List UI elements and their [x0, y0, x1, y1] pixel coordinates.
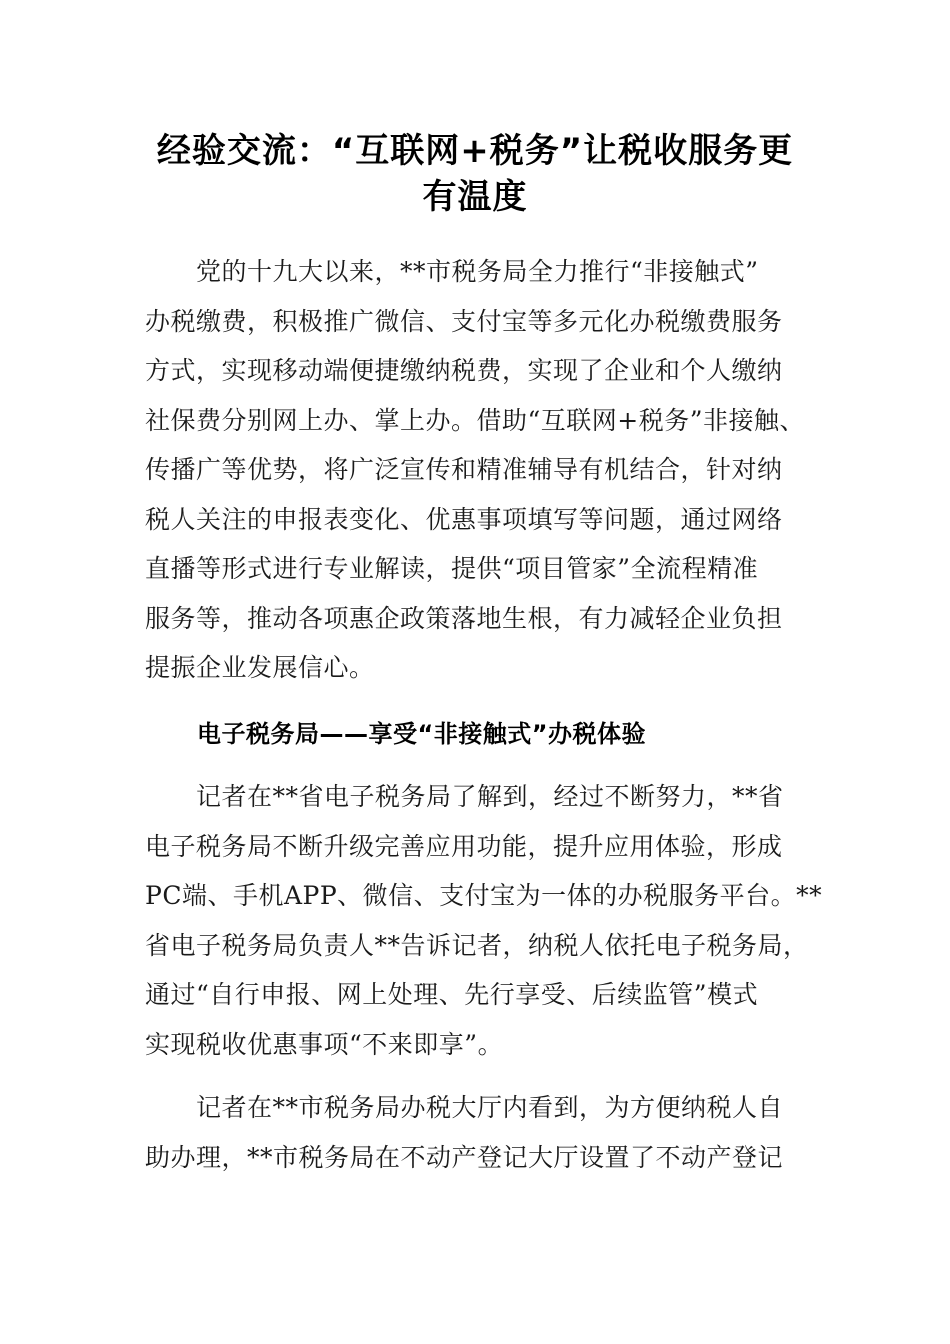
- paragraph-intro: [145, 247, 825, 693]
- paragraph-line: 服务等，推动各项惠企政策落地生根，有力减轻企业负担: [145, 603, 783, 633]
- paragraph-line: 记者在**省电子税务局了解到，经过不断努力，**省: [145, 782, 784, 811]
- paragraph-line: 电子税务局不断升级完善应用功能，提升应用体验，形成: [145, 831, 783, 861]
- section-heading: 电子税务局——享受“非接触式”办税体验: [197, 720, 647, 748]
- paragraph-line: 提振企业发展信心。: [145, 653, 375, 682]
- paragraph-line: 党的十九大以来，**市税务局全力推行“非接触式”: [145, 257, 759, 286]
- title-line-1: 经验交流：“互联网+税务”让税收服务更: [156, 131, 794, 171]
- document-title: [120, 128, 830, 220]
- paragraph-line: 实现税收优惠事项“不来即享”。: [145, 1029, 504, 1059]
- title-line-2: 有温度: [422, 177, 528, 217]
- paragraph-e-tax-bureau: [145, 772, 825, 1069]
- paragraph-line: 传播广等优势，将广泛宣传和精准辅导有机结合，针对纳: [145, 455, 783, 484]
- paragraph-tax-hall: [145, 1083, 825, 1182]
- paragraph-line: 社保费分别网上办、掌上办。借助“互联网+税务”非接触、: [145, 405, 806, 435]
- paragraph-line: 助办理，**市税务局在不动产登记大厅设置了不动产登记: [145, 1142, 784, 1172]
- paragraph-line: PC端、手机APP、微信、支付宝为一体的办税服务平台。**: [145, 881, 823, 910]
- paragraph-line: 通过“自行申报、网上处理、先行享受、后续监管”模式: [145, 980, 759, 1009]
- paragraph-line: 记者在**市税务局办税大厅内看到，为方便纳税人自: [145, 1093, 784, 1122]
- paragraph-line: 省电子税务局负责人**告诉记者，纳税人依托电子税务局，: [145, 930, 809, 960]
- paragraph-line: 方式，实现移动端便捷缴纳税费，实现了企业和个人缴纳: [145, 356, 783, 385]
- paragraph-line: 办税缴费，积极推广微信、支付宝等多元化办税缴费服务: [145, 306, 783, 336]
- paragraph-line: 税人关注的申报表变化、优惠事项填写等问题，通过网络: [145, 504, 783, 534]
- paragraph-line: 直播等形式进行专业解读，提供“项目管家”全流程精准: [145, 554, 759, 583]
